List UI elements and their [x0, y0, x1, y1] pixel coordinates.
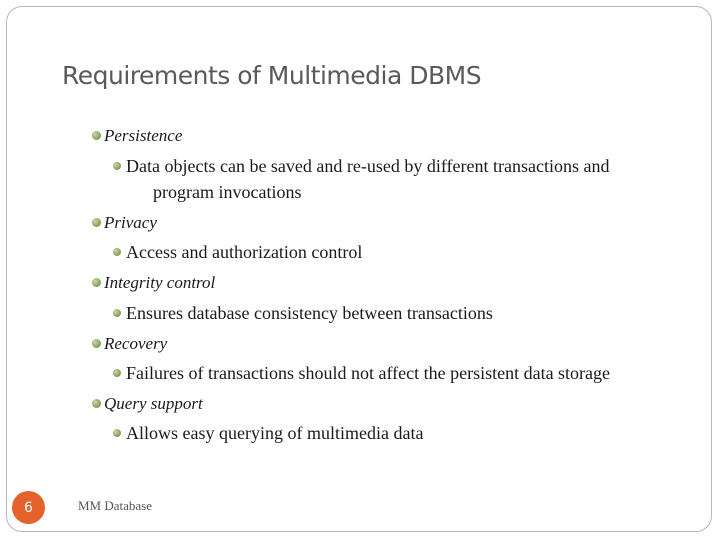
- bullet-dot-icon: [113, 162, 121, 170]
- slide-title: Requirements of Multimedia DBMS: [62, 61, 482, 90]
- bullet-dot-icon: [92, 399, 101, 408]
- bullet-dot-icon: [92, 131, 101, 140]
- bullet-integrity: [104, 273, 215, 293]
- footer-text: MM Database: [78, 498, 153, 513]
- sub-bullet-text: Allows easy querying of multimedia data: [126, 423, 424, 443]
- bullet-heading: Recovery: [104, 334, 168, 353]
- sub-bullet-text: Access and authorization control: [126, 242, 363, 262]
- bullet-dot-icon: [113, 248, 121, 256]
- sub-bullet-query-support: [126, 423, 423, 444]
- sub-bullet-text: Ensures database consistency between transactions: [126, 303, 493, 323]
- sub-bullet-continuation: program invocations: [153, 182, 302, 202]
- bullet-dot-icon: [113, 429, 121, 437]
- bullet-dot-icon: [113, 369, 121, 377]
- bullet-dot-icon: [92, 339, 101, 348]
- bullet-persistence: [104, 126, 182, 146]
- bullet-dot-icon: [92, 218, 101, 227]
- sub-bullet-persistence: [126, 156, 609, 177]
- bullet-heading: Privacy: [104, 213, 157, 232]
- bullet-dot-icon: [113, 309, 121, 317]
- sub-bullet-privacy: [126, 242, 362, 263]
- page-number-badge: 6: [12, 491, 45, 524]
- sub-bullet-integrity: [126, 303, 493, 324]
- bullet-privacy: [104, 213, 157, 233]
- sub-bullet-text: Failures of transactions should not affect the persistent data storage: [126, 363, 611, 383]
- bullet-heading: Integrity control: [104, 273, 216, 292]
- sub-bullet-recovery: [126, 363, 610, 384]
- bullet-query-support: [104, 394, 203, 414]
- bullet-heading: Query support: [104, 394, 203, 413]
- bullet-heading: Persistence: [104, 126, 183, 145]
- bullet-recovery: [104, 334, 167, 354]
- sub-bullet-text: Data objects can be saved and re-used by different transactions and: [126, 156, 610, 176]
- bullet-dot-icon: [92, 278, 101, 287]
